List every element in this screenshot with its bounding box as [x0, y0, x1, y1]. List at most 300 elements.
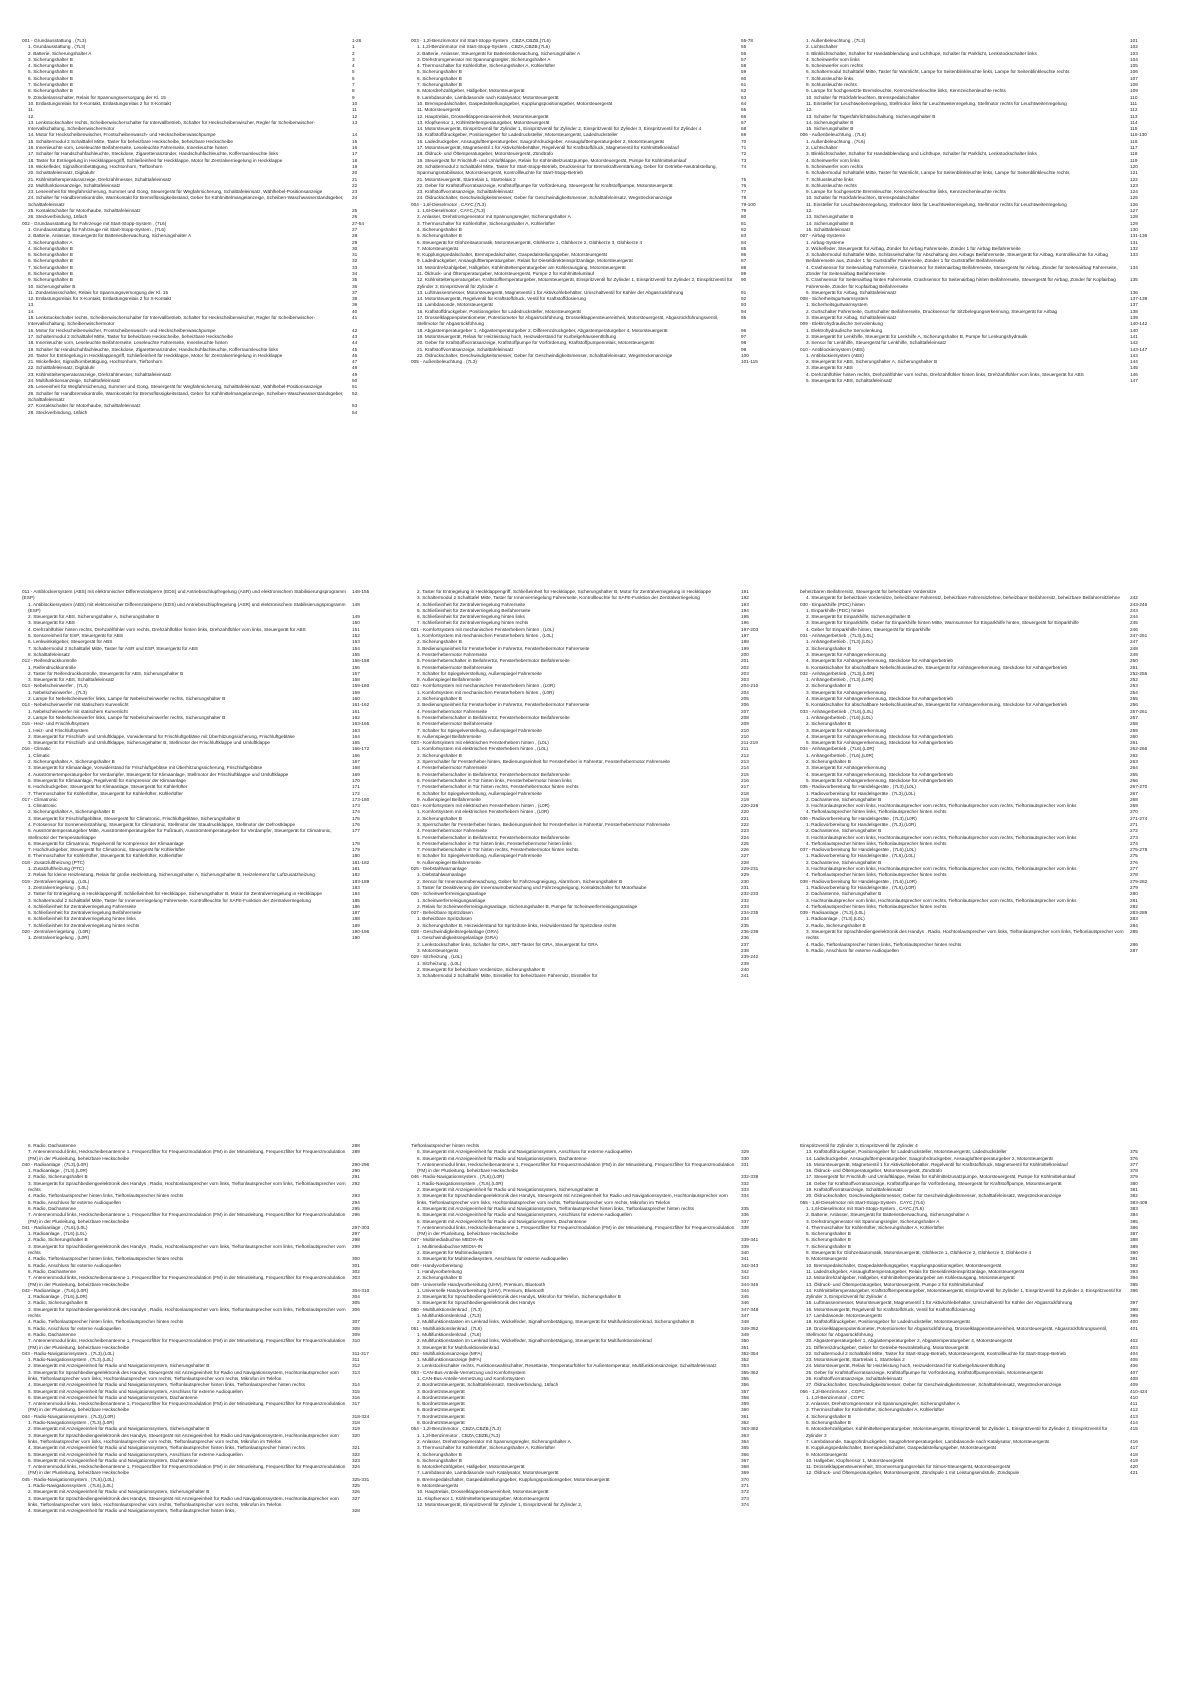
page-number: 179 [352, 847, 360, 853]
page-number: 275 [1130, 853, 1138, 859]
entry-text: 6. Motordrehzahlgeber, Hallgeber, Motorsteuergerät [417, 1464, 525, 1470]
page-number: 113 [1130, 113, 1138, 119]
page-number: 206 [741, 702, 749, 708]
entry-text: 2. Sicherungshalter B [806, 721, 851, 727]
page-number: 300 [352, 1256, 360, 1262]
entry-text: 056 - 1,2l-Benzinmotor , CGPC [800, 1388, 865, 1394]
page-number: 27 [352, 226, 358, 232]
entry-text: 2. Steuergerät mit Anzeigeeinheit für Radio und Navigationssystem, Sicherungshalter B [28, 1426, 210, 1432]
page-number: 379 [1130, 1174, 1138, 1180]
entry-text: 8. Bordnetzsteuergerät [417, 1420, 465, 1426]
entry-text: 11. Einsteller für Leuchtweitenregelung, Stellmotor links für Leuchtweitenregelung, Stellmotor rechts für Leuchtweitenregelung [806, 100, 1067, 106]
entry-text: 4. Tieftonlautsprecher hinten links, Tieftonlautsprecher hinten rechts [806, 840, 947, 846]
entry-text: 7. Antennenmodul links, Heckscheibenantenne 1, Frequenzfilter für Frequenzmodulation (FM) in der Minusleitung, Frequenzfilter für Frequenzmodulation (FM) in der Plusleitung, beheizbare Heckscheibe [28, 1275, 346, 1287]
page-number: 224 [741, 834, 749, 840]
page-number: 299 [352, 1243, 360, 1249]
entry-text: 4. Steuergerät für Anhängererkennung, Steckdose für Anhängerbetrieb [806, 696, 953, 702]
entry-text: 28. Steckverbindung, 16fach [28, 409, 88, 415]
entry-text: 5. Bordnetzsteuergerät [417, 1401, 465, 1407]
entry-text: 3. Schaltermodul Schalttafel Mitte, Schlüsselschalter für Abschaltung des Airbags Beifahrerseite, Steuergerät für Airbag, Kontrollleuchte für Airbag Beifahrerseite aus, Zünder 1 für Gurtstraffer Fahrerseite, Zünder 1 für Gurtstraffer Beifahrerseite [806, 252, 1108, 264]
page-number: 322 [352, 1451, 360, 1457]
entry-text: 6. Radio, Dachantenne [28, 1205, 76, 1211]
page-number: 242 [1130, 595, 1138, 601]
index-entry [22, 1433, 384, 1446]
entry-text: 1. Multifunktionslenkrad , (7L6) [417, 1331, 482, 1337]
entry-text: 22. Schaltermodul 2 Schalttafel Mitte, Taster für Start-Stopp-Betrieb, Motorsteuergerät, Kontrollleuchte für Start-Stopp-Betrieb [806, 1350, 1066, 1356]
page-number: 148-155 [352, 589, 370, 594]
entry-text: 16. Innenleuchte vorn, Leseleuchte Beifahrerseite, Leseleuchte Fahrerseite, Innenleuchte hinten [28, 145, 228, 151]
page-number: 295 [352, 1205, 360, 1211]
entry-text: 1. Außenbeleuchtung , (7L6) [806, 138, 866, 144]
entry-text: 2. Sensor für Innenraumüberwachung, Geber für Fahrzeugneigung, Alarmhorn, Sicherungshalter B [417, 878, 623, 884]
entry-text: 4. Radio, Tieftonlautsprecher hinten links, Tieftonlautsprecher hinten rechts [806, 941, 962, 947]
entry-text: 6. Fensterheberschalter in Tür hinten links, Fensterhebermotor hinten links [417, 840, 572, 846]
page-number: 24 [352, 195, 358, 201]
entry-text: 053 - CAN-Bus-Anteile-Vernetzung und Komfortsystem [411, 1369, 526, 1375]
entry-text: 15. Lambdasonde, Motorsteuergerät [417, 302, 493, 308]
entry-text: 4. Steuergerät für beheizbare Vordersitze, beheizbarer Fahrersitz, beheizbare Fahrersitzlehne, beheizbarer Beifahrersitz, beheizbare Beifahrersitzlehne [806, 595, 1120, 601]
entry-text: 4. Fensterhebermotor Fahrerseite [417, 828, 488, 834]
page-number: 197-203 [741, 626, 759, 632]
entry-text: 13. [28, 302, 35, 308]
entry-text: 4. Sicherungshalter B [806, 1413, 851, 1419]
entry-text: 7. Sicherungshalter B [417, 82, 462, 88]
page-number: 140-142 [1130, 321, 1148, 327]
page-number: 95 [741, 315, 747, 321]
entry-text: 13. Lenkstockschalter rechts, Scheibenwischerschalter für Intervallbetrieb, Schalter für Heckscheibenwischer, Regler für Scheibenwischer-Intervallschaltung, Scheibenwischermotor [28, 119, 316, 132]
entry-text: 5. Sicherungshalter B [417, 69, 462, 75]
entry-text: 26. Steckverbindung, 16fach [28, 214, 88, 220]
entry-text: 11. Motorsteuergerät [417, 107, 461, 113]
entry-text: 3. Steuergerät für Sprachbediengeelektronik des Handys, Steuergerät mit Anzeigeeinheit für Radio und Navigationssystem, Hochtonlautsprecher vorn links, Tieftonlautsprecher vorn links, Hochtonlautsprecher vorn rechts, Tieftonlautsprecher vorn rechts, Mikrofon im Telefon [28, 1369, 339, 1381]
entry-text: 10. Bremspedalschalter, Gaspedalstellungsgeber, Kupplungspositionsgeber, Motorsteuergerät [806, 1262, 1002, 1268]
entry-text: 17. Schaltermodul 2 Schalttafel Mitte, Taster für beheizbare Heckscheibe, beheizbare Heckscheibe [28, 333, 233, 339]
page-number: 248 [1130, 645, 1138, 651]
page-number: 382 [1130, 1193, 1138, 1199]
page-number: 168 [352, 765, 360, 771]
index-entry [800, 929, 1162, 942]
index-entry [22, 1464, 384, 1477]
page-number: 197 [741, 633, 749, 639]
entry-text: 10. Schalter für Rückfahrleuchten, Bremspedalschalter [806, 94, 920, 100]
page-number: 326 [352, 1489, 360, 1495]
page-number: 204-210 [741, 683, 759, 689]
page-number: 352-354 [741, 1350, 759, 1356]
entry-text: 7. Antennenmodul links, Heckscheibenantenne 1, Frequenzfilter für Frequenzmodulation (FM) in der Minusleitung, Frequenzfilter für Frequenzmodulation (FM) in der Plusleitung, beheizbare Heckscheibe [28, 1212, 346, 1224]
entry-text: 5. Sicherungshalter B [417, 1457, 462, 1463]
index-column [22, 589, 384, 942]
entry-text: 8. Außenspiegel Beifahrerseite [417, 677, 481, 683]
entry-text: 041 - Radioanlage , (7L6),(L0L) [22, 1224, 88, 1230]
page-number: 23 [352, 189, 358, 195]
page-number: 342 [741, 1268, 749, 1274]
page-number: 89 [741, 270, 747, 276]
page-number: 64 [741, 100, 747, 106]
page-number: 252-256 [1130, 670, 1148, 676]
entry-text: 027 - Beheizbare Spritzdüsen [411, 910, 473, 916]
entry-text: 12. Hauptrelais, Drosselklappensteuereinheit, Motorsteuergerät [417, 113, 549, 119]
page-number: 371 [741, 1483, 749, 1489]
entry-text: 8. Kupplungspedalschalter, Bremspedalschalter, Gaspedalstellungsgeber, Motorsteuergerät [806, 1445, 996, 1451]
page-number: 127 [1130, 208, 1138, 214]
entry-text: 2. Lampe für Nebelscheinwerfer links, Lampe für Nebelscheinwerfer rechts, Sicherungshalter B [28, 714, 226, 720]
entry-text: 5. Steuergerät mit Anzeigeeinheit für Radio und Navigationssystem, Anschluss für externe Audioquellen [417, 1212, 632, 1218]
page-number: 28 [352, 233, 358, 239]
page-number: 383 [1130, 1205, 1138, 1211]
entry-text: 7. Antennenmodul links, Heckscheibenantenne 1, Frequenzfilter für Frequenzmodulation (FM) in der Minusleitung, Frequenzfilter für Frequenzmodulation (FM) in der Plusleitung, beheizbare Heckscheibe [28, 1464, 346, 1476]
entry-text: 3. Bedienungseinheit für Fensterheber in Fahrertür, Fensterhebermotor Fahrerseite [417, 702, 590, 708]
entry-text: 4. Fensterhebermotor Fahrerseite [417, 651, 488, 657]
entry-text: 15. Lenkstockschalter rechts, Scheibenwischerschalter für Intervallbetrieb, Schalter für Heckscheibenwischer, Regler für Scheibenwischer-Intervallschaltung, Scheibenwischermotor [28, 315, 316, 327]
page-number: 308 [352, 1325, 360, 1331]
entry-text: 3. Steuergerät für Sprachbediengeelektronik des Handys, Steuergerät mit Anzeigeeinheit für Radio und Navigationssystem, Hochtonlautsprecher vorn links, Tieftonlautsprecher vorn links, Hochtonlautsprecher vorn rechts, Tieftonlautsprecher vorn rechts, Mikrofon im Telefon [417, 1193, 728, 1205]
entry-text: 5. Sicherungshalter B [417, 233, 462, 239]
page-number: 193 [741, 601, 749, 607]
entry-text: 7. Antennenmodul links, Heckscheibenantenne 1, Frequenzfilter für Frequenzmodulation (FM) in der Minusleitung, Frequenzfilter für Frequenzmodulation (FM) in der Plusleitung, beheizbare Heckscheibe [417, 1224, 735, 1237]
entry-text: 8. Bremspedalschalter, Gaspedalstellungsgeber, Kupplungspositionsgeber, Motorsteuergerät [417, 1476, 610, 1482]
entry-text: 2. Steuergerät für ABS, Sicherungshalter A, Sicherungshalter B [806, 359, 938, 365]
entry-text: 9. Sicherungshalter B [28, 277, 73, 283]
entry-text: 5. Radio, Anschluss für externe Audioquellen [28, 1199, 122, 1205]
page-number: 367 [741, 1457, 749, 1463]
entry-text: 6. Fensterhebermotor Beifahrerseite [417, 721, 493, 727]
entry-text: 17. Motorsteuergerät, Magnetventil 1 für Aktivkohlebehälter, Regelventil für Kraftstoffdruck, Magnetventil für Kühlmittelkreislauf [417, 145, 679, 151]
section-heading [411, 359, 773, 365]
entry-text: 5. Scheinwerfer vorn rechts [806, 63, 864, 69]
entry-text: 035 - Radiovorbereitung für Handelsgeräte , (7L3),(L0L) [800, 784, 916, 790]
entry-text: 046 - Radio-Navigationssystem , (7L6),(L0R) [411, 1174, 505, 1180]
entry-text: 020 - Zentralverriegelung , (L0R) [22, 929, 91, 935]
page-number: 332-338 [741, 1174, 759, 1180]
entry-text: 3. Steuergerät für Sprachbediengeelektronik des Handys, Steuergerät mit Anzeigeeinheit für Radio und Navigationssystem, Hochtonlautsprecher vorn links, Tieftonlautsprecher vorn links, Hochtonlautsprecher vorn rechts, Tieftonlautsprecher vorn rechts, Mikrofon im Telefon [28, 1495, 339, 1507]
entry-text: 2. Radio, Sicherungshalter B [28, 1174, 88, 1180]
page-number: 352 [741, 1357, 749, 1363]
entry-text: 5. Crashsensor für Seitenairbag hinten Fahrerseite, Crashsensor für Seitenairbag hinten Beifahrerseite, Steuergerät für Airbag, Zünder für Kopfairbag Fahrerseite, Zünder für Kopfairbag Beifahrerseite [806, 277, 1116, 289]
page-number: 330 [741, 1155, 749, 1161]
page-number: 3 [352, 56, 355, 62]
page-number: 282 [1130, 903, 1138, 909]
entry-text: 014 - Nebelscheinwerfer mit statischem Kurvenlicht [22, 702, 129, 708]
entry-text: 9. Außenspiegel Beifahrerseite [417, 796, 481, 802]
entry-text: 3. Steuergerät für ABS, Schalttafeleinsatz [28, 677, 115, 683]
entry-text: 13. Luftmassenmesser, Motorsteuergerät, Magnetventil 1 für Aktivkohlebehälter, Umschaltventil für Kühler der Abgasrückführung [417, 289, 684, 295]
page-number: 45 [352, 346, 358, 352]
page-number: 240 [741, 966, 749, 972]
entry-text: 6. Fensterhebermotor Beifahrerseite [417, 664, 493, 670]
entry-text: 20. Schalttafeleinsatz, Digitaluhr [28, 170, 95, 176]
entry-text: 23. Motorsteuergerät, Startrelais 1, Startrelais 2 [806, 1357, 905, 1363]
entry-text: 7. Lambdasonde, Lambdasonde nach Katalysator, Motorsteuergerät [417, 1470, 559, 1476]
entry-text: 10. Motordrehzahlgeber, Hallgeber, Kühlmitteltemperaturgeber am Kühlerausgang, Motorsteuergerät [417, 264, 626, 270]
page-number: 218 [741, 790, 749, 796]
entry-text: 8. Steuergerät für Glühzeitautomatik, Motorsteuergerät, Glühkerze 1, Glühkerze 2, Glühkerze 3, Glühkerze 4 [806, 1250, 1032, 1256]
page-number: 174 [352, 809, 360, 815]
entry-text: 1. 1,6l-Dieselmotor mit Start-Stopp-System , CAYC,(7L6) [806, 1205, 924, 1211]
page-number: 30 [352, 245, 358, 251]
entry-text: 3. Drehstromgenerator mit Spannungsregler, Sicherungshalter A [417, 56, 551, 62]
index-entry [22, 1275, 384, 1288]
page-number: 368 [741, 1464, 749, 1470]
page-number: 254 [1130, 689, 1138, 695]
page-number: 389 [1130, 1243, 1138, 1249]
entry-text: 5. Schließeinheit für Zentralverriegelung Beifahrerseite [417, 607, 531, 613]
entry-text: 7. Antennenmodul links, Heckscheibenantenne 1, Frequenzfilter für Frequenzmodulation (FM) in der Minusleitung, Frequenzfilter für Frequenzmodulation (FM) in der Plusleitung, beheizbare Heckscheibe [28, 1338, 346, 1350]
page-number: 82 [741, 226, 747, 232]
page-number: 386 [1130, 1224, 1138, 1230]
entry-text: 2. Sicherungshalter B [417, 1275, 462, 1281]
page-number: 232-233 [741, 891, 759, 897]
section-heading [22, 589, 384, 602]
entry-text: 8. Kupplungspedalschalter, Bremspedalschalter, Gaspedalstellungsgeber, Motorsteuergerät [417, 252, 607, 258]
entry-text: 8. Schalter für Spiegelverstellung, Außenspiegel Fahrerseite [417, 853, 542, 859]
entry-text: 16. Ladedruckgeber, Ansauglufttemperaturgeber, Saugrohrdruckgeber, Ansauglufttemperaturgeber 2, Motorsteuergerät [417, 138, 664, 144]
index-entry [22, 1338, 384, 1351]
entry-text: 4. Schließeinheit für Zentralverriegelung Fahrerseite [417, 601, 526, 607]
entry-text: 4. Radio, Tieftonlautsprecher hinten links, Tieftonlautsprecher hinten rechts [28, 1319, 184, 1325]
page-number: 38 [352, 296, 358, 302]
page-number: 46 [352, 352, 358, 358]
entry-text: 3. Steuergerät für Sprachbediengeelektronik des Handys, Steuergerät mit Anzeigeeinheit für Radio und Navigationssystem, Hochtonlautsprecher vorn links, Tieftonlautsprecher vorn links, Hochtonlautsprecher vorn rechts, Tieftonlautsprecher vorn rechts, Mikrofon im Telefon [28, 1432, 339, 1444]
entry-text: 1. Außenbeleuchtung , (7L3) [806, 38, 866, 43]
page-number: 345 [741, 1294, 749, 1300]
page-number: 156-158 [352, 658, 370, 664]
entry-text: 2. Anlasser, Drehstromgenerator mit Spannungsregler, Sicherungshalter A [806, 1401, 960, 1407]
index-entry [22, 1508, 384, 1514]
page-number: 230 [741, 878, 749, 884]
page-number: 209 [741, 721, 749, 727]
entry-text: 1. Radiovorbereitung für Handelsgeräte , (7L3),(L0L) [806, 790, 916, 796]
page-number: 88 [741, 264, 747, 270]
page-number: 6 [352, 75, 355, 81]
entry-text: 7. Hochdruckgeber, Steuergerät für Climatronic, Steuergerät für Kühlerlüfter [28, 847, 186, 853]
page-number: 90 [741, 277, 747, 283]
entry-text: 1. Grundausstattung , (7L3) [28, 44, 86, 50]
page-number: 340 [741, 1250, 749, 1256]
page-number: 213 [741, 759, 749, 765]
entry-text: 5. Sicherungshalter B [28, 252, 73, 258]
entry-text: 3. Steuergerät für Anhängererkennung [806, 727, 887, 733]
page-number: 399 [1130, 1313, 1138, 1319]
page-number: 239-242 [741, 954, 759, 960]
page-number: 239 [741, 960, 749, 966]
entry-text: 24. Schalter für Handbremskontrolle, Warnkontakt für Bremsflüssigkeitsstand, Geber für Kühlmittelmangelanzeige, Scheiben-Waschwasserstandsgeber, Schalttafeleinsatz [28, 195, 344, 207]
entry-text: 5. Steuergerät für Anhängererkennung, Steckdose für Anhängerbetrieb [806, 777, 953, 783]
page-number: 280 [1130, 891, 1138, 897]
entry-text: 4. Tieftonlautsprecher hinten links, Tieftonlautsprecher hinten rechts [806, 809, 947, 815]
entry-text: 4. Steuergerät für Anhängererkennung, Steckdose für Anhängerbetrieb [806, 771, 953, 777]
page-number: 270 [1130, 809, 1138, 815]
entry-text: 6. Steuergerät mit Anzeigeeinheit für Radio und Navigationssystem, Dachantenne [28, 1394, 198, 1400]
page-number: 51 [352, 384, 358, 390]
page-number: 257 [1130, 714, 1138, 720]
page-number: 42 [352, 327, 358, 333]
entry-text: 2. Taster für Reifendruckkontrolle, Steuergerät für ABS, Sicherungshalter B [28, 670, 184, 676]
entry-text: 6. Steuergerät mit Anzeigeeinheit für Radio und Navigationssystem, Dachantenne [417, 1218, 587, 1224]
page-number: 298 [352, 1237, 360, 1243]
entry-text: 23. Kühlmitteltemperaturanzeige, Drehzahlmesser, Schalttafeleinsatz [28, 371, 172, 377]
page-number: 348 [741, 1319, 749, 1325]
page-number: 2 [352, 50, 355, 56]
entry-text: 5. Steuergerät mit Anzeigeeinheit für Radio und Navigationssystem, Anschluss für externe Audioquellen [417, 1149, 632, 1155]
page-number: 137 [1130, 302, 1138, 308]
entry-text: 2. Radio, Sicherungshalter B [28, 1237, 88, 1243]
page-number: 271-274 [1130, 815, 1148, 821]
entry-text: 7. Fensterheberschalter in Tür hinten rechts, Fensterhebermotor hinten rechts [417, 784, 579, 790]
index-entry [800, 948, 1162, 954]
entry-text: 5. Steuergerät für Klimaanlage, Regelventil für Kompressor der Klimaanlage [28, 777, 186, 783]
entry-text: 16. Motor für Heckscheibenwischer, Frontscheibenwasch- und Heckscheibenwaschpumpe [28, 327, 216, 333]
entry-text: 1. Radiovorbereitung für Handelsgeräte , (7L6),(L0L) [806, 853, 916, 859]
entry-text: 16. Kraftstoffdruckgeber, Positionsgeber für Ladedrucksteller, Motorsteuergerät [417, 308, 581, 314]
entry-text: 14. Sicherungshalter B [806, 220, 854, 226]
page-number: 54 [352, 409, 358, 415]
page-number: 194 [741, 607, 749, 613]
page-number: 219 [741, 796, 749, 802]
page-number: 130 [1130, 226, 1138, 232]
page-number: 67 [741, 119, 747, 125]
index-entry [411, 277, 773, 290]
page-number: 311-317 [352, 1350, 369, 1356]
page-number: 306 [352, 1306, 360, 1312]
entry-text: 2. Lampe für Nebelscheinwerfer links, Lampe für Nebelscheinwerfer rechts, Sicherungshalter B [28, 696, 226, 702]
entry-text: 3. Steuergerät für Frischluft- und Umluftklappe, Sicherungshalter B, Stellmotor der Frischluftklappe und Umluftklappe [28, 740, 271, 746]
entry-text: 7. Fensterheberschalter in Tür hinten rechts, Fensterhebermotor hinten rechts [417, 847, 579, 853]
page-number: 252 [1130, 677, 1138, 683]
entry-text: 1. Radiovorbereitung für Handelsgeräte , (7L3),(L0R) [806, 821, 916, 827]
page-number: 284 [1130, 922, 1138, 928]
index-entry [22, 410, 384, 416]
page-number: 314 [352, 1382, 360, 1388]
page-number: 116-130 [1130, 132, 1147, 138]
entry-text: 21. Motorsteuergerät, Startrelais 1, Startrelais 2 [417, 176, 516, 182]
entry-text: 5. Sicherungshalter B [806, 1420, 851, 1426]
entry-text: 2. Sicherungshalter B [806, 759, 851, 765]
page-number: 372 [741, 1489, 749, 1495]
page-number: 123 [1130, 182, 1138, 188]
page-number: 414 [1130, 1420, 1138, 1426]
index-entry [22, 315, 384, 328]
index-entry [800, 1426, 1162, 1439]
page-number: 398 [1130, 1306, 1138, 1312]
index-entry [411, 1162, 773, 1175]
page-number: 384 [1130, 1212, 1138, 1218]
entry-text: 1. Anhängerbetrieb , (7L6),(L0R) [806, 752, 874, 758]
page-number: 233 [741, 903, 749, 909]
entry-text: 12. Öldruck- und Öltemperaturgeber, Motorsteuergerät, Zündspule 1 mit Leistungsendstufe, Zündspule [806, 1470, 1020, 1476]
page-number: 363-382 [741, 1426, 759, 1432]
page-number: 301 [352, 1262, 360, 1268]
page-number: 144 [1130, 359, 1138, 365]
page-number: 210 [741, 727, 749, 733]
entry-text: 6. Schließeinheit für Zentralverriegelung hinten links [28, 916, 136, 922]
entry-text: 11. Zündanlassschalter, Relais für Spannungsversorgung der Kl. 15 [28, 289, 169, 295]
entry-text: 26. Schalter für Handbremskontrolle, Warnkontakt für Bremsflüssigkeitsstand, Geber für Kühlmittelmangelanzeige, Scheiben-Waschwasserstandsgeber, Schalttafeleinsatz [28, 390, 344, 402]
entry-text: 11. Öldruck- und Öltemperaturgeber, Motorsteuergerät, Pumpe 2 für Kühlmittelumlauf [417, 270, 595, 276]
entry-text: 1. Anhängerbetrieb , (7L3),(L0L) [806, 639, 873, 645]
page-number: 349-352 [741, 1325, 759, 1331]
page-number: 356 [741, 1382, 749, 1388]
entry-text: 3. Steuergerät für Sprachbediengeelektronik des Handys , Radio, Hochtonlautsprecher vorn links, Tieftonlautsprecher vorn links, Tieftonlautsprecher vorn rechts [806, 929, 1124, 941]
page-number: 267-270 [1130, 784, 1148, 790]
page-number: 143-147 [1130, 346, 1148, 352]
entry-text: 3. Hochtonlautsprecher vorn links, Hochtonlautsprecher vorn rechts, Tieftonlautsprecher vorn rechts, Tieftonlautsprecher vorn links [806, 866, 1077, 872]
page-number: 390 [1130, 1250, 1138, 1256]
page-number: 417 [1130, 1445, 1138, 1451]
page-number: 311 [352, 1357, 360, 1363]
entry-text: 6. Sicherungshalter B [28, 258, 73, 264]
entry-text: 6. Steuergerät für Climatronic, Regelventil für Kompressor der Klimaanlage [28, 840, 184, 846]
page-number: 126 [1130, 201, 1138, 207]
page-number: 409 [1130, 1382, 1138, 1388]
entry-text: 24. Öldruckschalter, Geschwindigkeitsmesser, Geber für Geschwindigkeitsmesser, Schalttafeleinsatz, Wegstreckenanzeige [417, 195, 673, 201]
entry-text: 26. Kraftstoffvorratsanzeige, Schalttafeleinsatz [806, 1375, 903, 1381]
page-number: 358 [741, 1394, 749, 1400]
index-entry [22, 195, 384, 208]
page-number: 347-348 [741, 1306, 759, 1312]
page-number: 150 [352, 620, 360, 626]
index-column [411, 589, 773, 979]
page-number: 262 [1130, 752, 1138, 758]
entry-text: 2. Anlasser, Drehstromgenerator mit Spannungsregler, Sicherungshalter A [417, 214, 571, 220]
entry-text: 7. Sicherungshalter B [806, 1243, 851, 1249]
entry-text: 2. Anlasser, Drehstromgenerator mit Spannungsregler, Sicherungshalter A [417, 1438, 571, 1444]
entry-text: 039 - Radioanlage , (7L3),(L0L) [800, 910, 866, 916]
page-number: 72 [741, 151, 747, 157]
page-number: 234-235 [741, 910, 759, 916]
page-number: 101-115 [741, 359, 758, 365]
entry-text: 2. Steuergerät mit Anzeigeeinheit für Radio und Navigationssystem, Sicherungshalter B [28, 1489, 210, 1495]
page-number: 290 [352, 1168, 360, 1174]
page-number: 339-341 [741, 1237, 759, 1243]
page-number: 11 [352, 107, 357, 113]
page-number: 79-100 [741, 201, 756, 207]
entry-text: 2. Gurtschalter Fahrerseite, Gurtschalter Beifahrerseite, Drucksensor für Sitzbelegungserkennung, Steuergerät für Airbag [806, 308, 1058, 314]
page-number: 68 [741, 126, 747, 132]
entry-text: 8. Schlussleuchte rechts [806, 182, 857, 188]
page-number: 145 [1130, 365, 1138, 371]
entry-text: 3. Hochtonlautsprecher vorn links, Hochtonlautsprecher vorn rechts, Tieftonlautsprecher vorn rechts, Tieftonlautsprecher vorn links [806, 834, 1077, 840]
page-number: 360 [741, 1407, 749, 1413]
entry-text: 1. Anhängerbetrieb , (7L6),(L0L) [806, 714, 873, 720]
page-number: 286 [1130, 941, 1138, 947]
entry-text: 18. Öldruck- und Öltemperaturgeber, Motorsteuergerät, Zündtrafo [417, 151, 554, 157]
page-number: 60 [741, 75, 747, 81]
page-number: 190-196 [352, 929, 370, 935]
page-number: 332 [741, 1180, 749, 1186]
entry-text: 15. Schaltermodul 2 Schalttafel Mitte, Taster für beheizbare Heckscheibe, beheizbare Heckscheibe [28, 138, 233, 144]
page-number: 232 [741, 897, 749, 903]
page-number: 66 [741, 113, 747, 119]
entry-text: 20. Taster für Entriegelung in Heckklappengriff, Schließeinheit für Heckklappe, Motor für Zentralverriegelung in Heckklappe [28, 352, 283, 358]
page-number: 263 [1130, 759, 1138, 765]
page-number: 381 [1130, 1187, 1138, 1193]
page-number: 34 [352, 270, 358, 276]
page-number: 184 [352, 891, 360, 897]
page-number: 211 [741, 746, 749, 752]
entry-text: 7. Lambdasonde, Saugrohrdruckgeber, Saugrohrtemperaturgeber, Lambdasonde nach Katalysator, Motorsteuergerät [806, 1438, 1049, 1444]
entry-text: 2. Sicherungshalter B [417, 815, 462, 821]
page-number: 291 [352, 1174, 360, 1180]
entry-text: 5. Steuergerät mit Anzeigeeinheit für Radio und Navigationssystem, Anschluss für externe Audioquellen [28, 1451, 243, 1457]
entry-text: 1. Radio-Navigationssystem , (7L3),(L0L) [28, 1357, 114, 1363]
page-number: 137-139 [1130, 296, 1148, 302]
page-number: 261 [1130, 740, 1138, 746]
page-number: 376 [1130, 1155, 1138, 1161]
page-number: 78 [741, 195, 747, 201]
page-number: 62 [741, 88, 747, 94]
page-number: 312 [352, 1363, 360, 1369]
page-number: 310 [352, 1338, 360, 1344]
